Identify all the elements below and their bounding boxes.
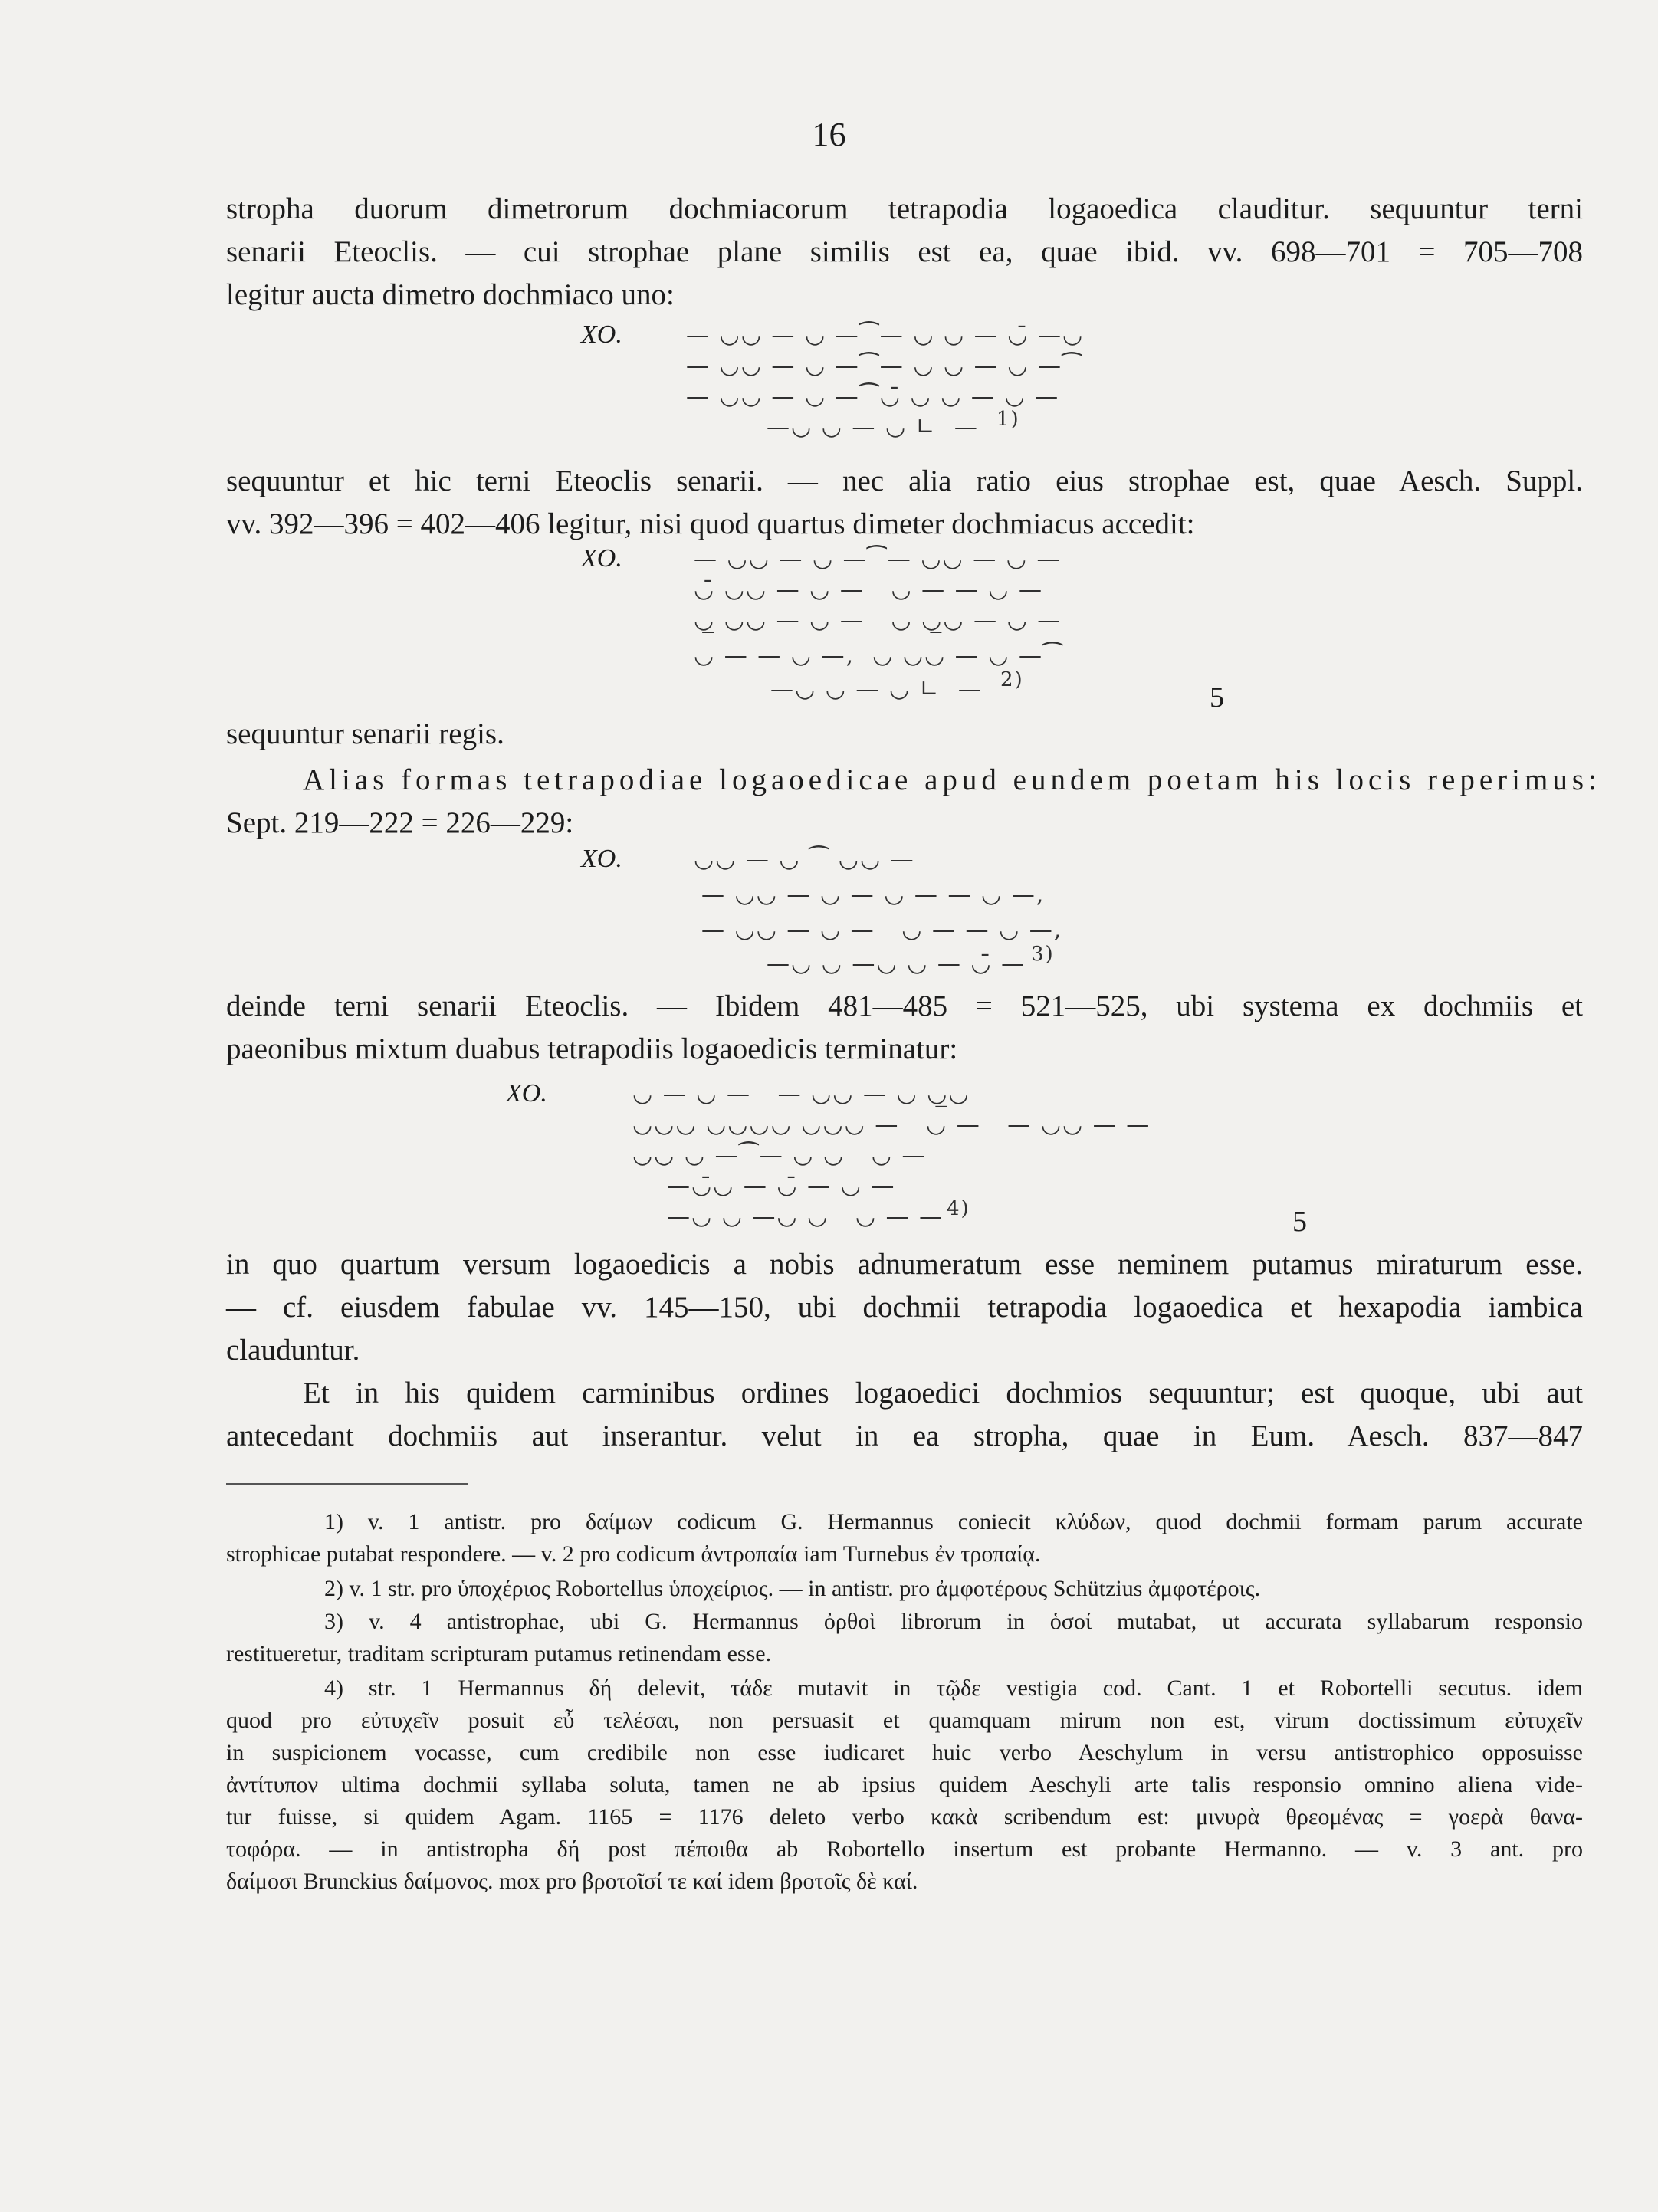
footnote-line: ἀντίτυπον ultima dochmii syllaba soluta, tamen ne ab ipsius quidem Aeschyli arte talis responsio omnino aliena vide- [226, 1772, 1583, 1797]
metrical-line: ◡◡ — ◡ ⁀ ◡◡ — [694, 846, 915, 873]
footnote-line: 4) str. 1 Hermannus δή delevit, τάδε mutavit in τῷδε vestigia cod. Cant. 1 et Robortelli secutus. idem [324, 1675, 1583, 1701]
metrical-line: ◡◡ ◡ —⁀— ◡ ◡ ◡ — [632, 1142, 927, 1169]
metrical-line: — ◡◡ — ◡ —⁀— ◡ ◡ — ◡ —⁀ [686, 353, 1083, 379]
footnote-ref-1: 1) [996, 408, 1020, 431]
chorus-label: XO. [581, 320, 622, 349]
metrical-line: ◡ — — ◡ —, ◡ ◡◡ — ◡ —⁀ [694, 642, 1064, 669]
paragraph-7 [226, 1372, 1583, 1458]
line-number: 5 [1210, 681, 1224, 714]
metrical-line: — ◡◡ — ◡ —⁀— ◡◡ — ◡ — [694, 546, 1062, 573]
text-line: Et in his quidem carminibus ordines logaoedici dochmios sequuntur; est quoque, ubi aut [303, 1377, 1583, 1410]
metrical-line: —◡ ◡ —◡ ◡ — ◡̄ — [767, 950, 1026, 977]
text-line: in quo quartum versum logaoedicis a nobis adnumeratum esse neminem putamus miraturum esse. [226, 1248, 1583, 1281]
chorus-label: XO. [581, 845, 622, 873]
footnote-ref-2: 2) [1000, 668, 1024, 691]
text-line: paeonibus mixtum duabus tetrapodiis logaoedicis terminatur: [226, 1032, 958, 1065]
text-line: vv. 392—396 = 402—406 legitur, nisi quod quartus dimeter dochmiacus accedit: [226, 507, 1195, 540]
text-line: clauduntur. [226, 1334, 360, 1367]
footnote-1 [226, 1506, 1583, 1570]
metrical-line: —◡ ◡ —◡ ◡ ◡ — — [667, 1203, 944, 1230]
page-number: 16 [812, 116, 846, 153]
text-line: senarii Eteoclis. — cui strophae plane similis est ea, quae ibid. vv. 698—701 = 705—708 [226, 235, 1583, 268]
footnote-line: restitueretur, traditam scripturam putamus retinendam esse. [226, 1641, 772, 1666]
metrical-line: ◡̲ ◡◡ — ◡ — ◡ ◡̲◡ — ◡ — [694, 607, 1062, 634]
metrical-line: — ◡◡ — ◡ —⁀— ◡ ◡ — ◡̄ —◡ [686, 322, 1085, 349]
text-line: antecedant dochmiis aut inserantur. velut in ea stropha, quae in Eum. Aesch. 837—847 [226, 1419, 1583, 1452]
text-line: Alias formas tetrapodiae logaoedicae apud eundem poetam his locis reperimus: [303, 763, 1601, 796]
metrical-line: ◡ — ◡ — — ◡◡ — ◡ ◡̲◡ [632, 1081, 970, 1108]
metrical-line: — ◡◡ — ◡ — ◡ — — ◡ —, [701, 917, 1063, 944]
paragraph-1 [226, 188, 1583, 317]
paragraph-4 [226, 759, 1601, 845]
text-line: stropha duorum dimetrorum dochmiacorum tetrapodia logaoedica clauditur. sequuntur terni [226, 192, 1583, 225]
metrical-line: — ◡◡ — ◡ — ◡ — — ◡ —, [701, 881, 1046, 908]
metrical-line: — ◡◡ — ◡ —⁀◡̄ ◡ ◡ — ◡ — [686, 383, 1060, 410]
footnote-line: τοφόρα. — in antistropha δή post πέποιθα ab Robortello insertum est probante Hermanno. — v. 3 ant. pro [226, 1836, 1583, 1862]
footnote-line: quod pro εὐτυχεῖν posuit εὖ τελέσαι, non persuasit et quamquam mirum non est, virum doctissimum εὐτυχεῖν [226, 1708, 1583, 1733]
metrical-line: —◡ ◡ — ◡ ∟ — [770, 676, 983, 703]
footnote-ref-4: 4) [947, 1197, 970, 1220]
footnote-line: δαίμοσι Brunckius δαίμονος. mox pro βροτοῖσί τε καί idem βροτοῖς δὲ καί. [226, 1869, 918, 1894]
footnote-line: strophicae putabat respondere. — v. 2 pro codicum ἀντροπαία iam Turnebus ἐν τροπαίᾳ. [226, 1541, 1041, 1567]
footnote-4 [226, 1672, 1583, 1898]
footnote-line: 1) v. 1 antistr. pro δαίμων codicum G. Hermannus coniecit κλύδων, quod dochmii formam parum accurate [324, 1509, 1583, 1534]
paragraph-6 [226, 1243, 1583, 1372]
footnote-line: 2) v. 1 str. pro ὑποχέριος Robortellus ὑποχείριος. — in antistr. pro ἀμφοτέρους Schützius ἀμφοτέροις. [324, 1576, 1261, 1601]
text-line: sequuntur et hic terni Eteoclis senarii. — nec alia ratio eius strophae est, quae Aesch. Suppl. [226, 464, 1583, 497]
paragraph-3 [226, 713, 1583, 756]
text-line: — cf. eiusdem fabulae vv. 145—150, ubi dochmii tetrapodia logaoedica et hexapodia iambica [226, 1291, 1583, 1324]
footnote-line: tur fuisse, si quidem Agam. 1165 = 1176 deleto verbo κακὰ scribendum est: μινυρὰ θρεομένας = γοερὰ θανα- [226, 1804, 1583, 1830]
metrical-line: —◡̄◡ — ◡̄ — ◡ — [667, 1173, 896, 1200]
chorus-label: XO. [506, 1079, 547, 1108]
footnote-divider [226, 1483, 468, 1485]
metrical-line: —◡ ◡ — ◡ ∟ — [767, 414, 979, 441]
paragraph-2 [226, 460, 1583, 546]
metrical-line: ◡̄ ◡◡ — ◡ — ◡ — — ◡ — [694, 576, 1043, 603]
text-line: sequuntur senarii regis. [226, 717, 504, 750]
chorus-label: XO. [581, 544, 622, 573]
footnote-line: 3) v. 4 antistrophae, ubi G. Hermannus ὀρθοὶ librorum in ὁσοί mutabat, ut accurata syllabarum responsio [324, 1609, 1583, 1634]
metrical-line: ◡◡◡ ◡◡◡◡ ◡◡◡ — ◡ — — ◡◡ — — [632, 1111, 1151, 1138]
footnote-2 [226, 1573, 1583, 1605]
text-line: Sept. 219—222 = 226—229: [226, 806, 574, 839]
line-number: 5 [1292, 1206, 1307, 1238]
footnote-3 [226, 1606, 1583, 1670]
paragraph-5 [226, 985, 1583, 1071]
footnote-ref-3: 3) [1031, 943, 1055, 966]
text-line: deinde terni senarii Eteoclis. — Ibidem 481—485 = 521—525, ubi systema ex dochmiis et [226, 989, 1583, 1022]
text-line: legitur aucta dimetro dochmiaco uno: [226, 278, 675, 311]
footnote-line: in suspicionem vocasse, cum credibile non esse iudicaret huic verbo Aeschylum in versu antistrophico opposuisse [226, 1740, 1583, 1765]
